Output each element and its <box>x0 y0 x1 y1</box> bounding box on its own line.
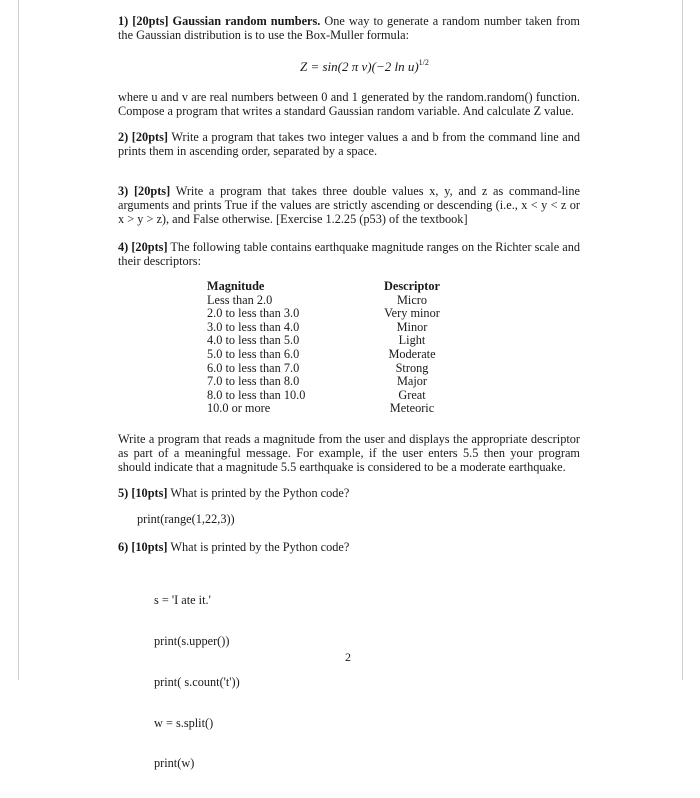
question-2 <box>118 130 580 158</box>
table-row <box>207 334 457 348</box>
descriptor-cell: Moderate <box>388 346 436 361</box>
question-4-label: 4) [20pts] <box>118 240 168 254</box>
question-5-text: What is printed by the Python code? <box>170 486 350 500</box>
descriptor-cell: Minor <box>396 319 428 334</box>
question-5-code: print(range(1,22,3)) <box>137 512 235 526</box>
magnitude-cell: 3.0 to less than 4.0 <box>207 319 300 334</box>
descriptor-cell: Micro <box>396 292 428 307</box>
table-row <box>207 307 457 321</box>
question-1-label: 1) [20pts] Gaussian random numbers. <box>118 14 321 28</box>
table-row <box>207 402 457 416</box>
magnitude-cell: 7.0 to less than 8.0 <box>207 374 300 389</box>
question-1-text: One way to generate a random number taken from the Gaussian distribution is to use the Box-Muller formula: <box>118 14 580 42</box>
question-1-followup: where u and v are real numbers between 0 and 1 generated by the random.random() function. Compose a program that writes a standard Gaussian random variable. And calculate Z value. <box>118 90 580 118</box>
formula-exponent: 1/2 <box>418 58 429 67</box>
code-line: print(w) <box>154 756 195 771</box>
magnitude-table <box>207 280 457 416</box>
page-number: 2 <box>345 650 351 664</box>
magnitude-table-header <box>207 280 457 294</box>
magnitude-cell: 10.0 or more <box>207 401 271 416</box>
descriptor-cell: Great <box>398 387 426 402</box>
page-left-edge <box>18 0 19 680</box>
table-row <box>207 294 457 308</box>
header-descriptor: Descriptor <box>384 279 440 293</box>
code-line: print( s.count('t')) <box>154 674 240 689</box>
magnitude-cell: 2.0 to less than 3.0 <box>207 306 300 321</box>
question-6-code <box>154 567 240 798</box>
question-1 <box>118 14 580 42</box>
descriptor-cell: Light <box>398 333 426 348</box>
question-6 <box>118 540 580 554</box>
question-4-followup: Write a program that reads a magnitude from the user and displays the appropriate descriptor as part of a meaningful message. For example, if the user enters 5.5 then your program should indicate that a magnitude 5.5 earthquake is considered to be a moderate earthquake. <box>118 432 580 474</box>
table-row <box>207 375 457 389</box>
magnitude-cell: 5.0 to less than 6.0 <box>207 346 300 361</box>
question-5-label: 5) [10pts] <box>118 486 168 500</box>
question-3-label: 3) [20pts] <box>118 184 171 198</box>
descriptor-cell: Major <box>396 374 428 389</box>
descriptor-cell: Very minor <box>384 306 440 321</box>
question-4-text: The following table contains earthquake magnitude ranges on the Richter scale and their descriptors: <box>118 240 580 268</box>
magnitude-cell: 8.0 to less than 10.0 <box>207 387 306 402</box>
box-muller-formula <box>300 58 429 75</box>
question-6-label: 6) [10pts] <box>118 540 168 554</box>
question-2-text: Write a program that takes two integer values a and b from the command line and prints them in ascending order, separated by a space. <box>118 130 580 158</box>
formula-body: Z = sin(2 π v)(−2 ln u) <box>300 59 419 74</box>
magnitude-cell: 4.0 to less than 5.0 <box>207 333 300 348</box>
code-line: print(s.upper()) <box>154 633 230 648</box>
question-3-text: Write a program that takes three double values x, y, and z as command-line arguments and prints True if the values are strictly ascending or descending (i.e., x < y < z or x > y > z), and False otherwise. [Exercise 1.2.25 (p53) of the textbook] <box>118 184 581 226</box>
code-line: s = 'I ate it.' <box>154 593 211 608</box>
table-row <box>207 321 457 335</box>
descriptor-cell: Meteoric <box>389 401 435 416</box>
question-3 <box>118 184 580 226</box>
question-6-text: What is printed by the Python code? <box>170 540 350 554</box>
magnitude-cell: Less than 2.0 <box>207 292 273 307</box>
header-magnitude: Magnitude <box>207 279 265 293</box>
page-right-edge <box>682 0 683 680</box>
question-2-label: 2) [20pts] <box>118 130 169 144</box>
table-row <box>207 389 457 403</box>
descriptor-cell: Strong <box>395 360 429 375</box>
table-row <box>207 362 457 376</box>
magnitude-cell: 6.0 to less than 7.0 <box>207 360 300 375</box>
table-row <box>207 348 457 362</box>
question-5 <box>118 486 580 500</box>
question-4 <box>118 240 580 268</box>
code-line: w = s.split() <box>154 715 214 730</box>
